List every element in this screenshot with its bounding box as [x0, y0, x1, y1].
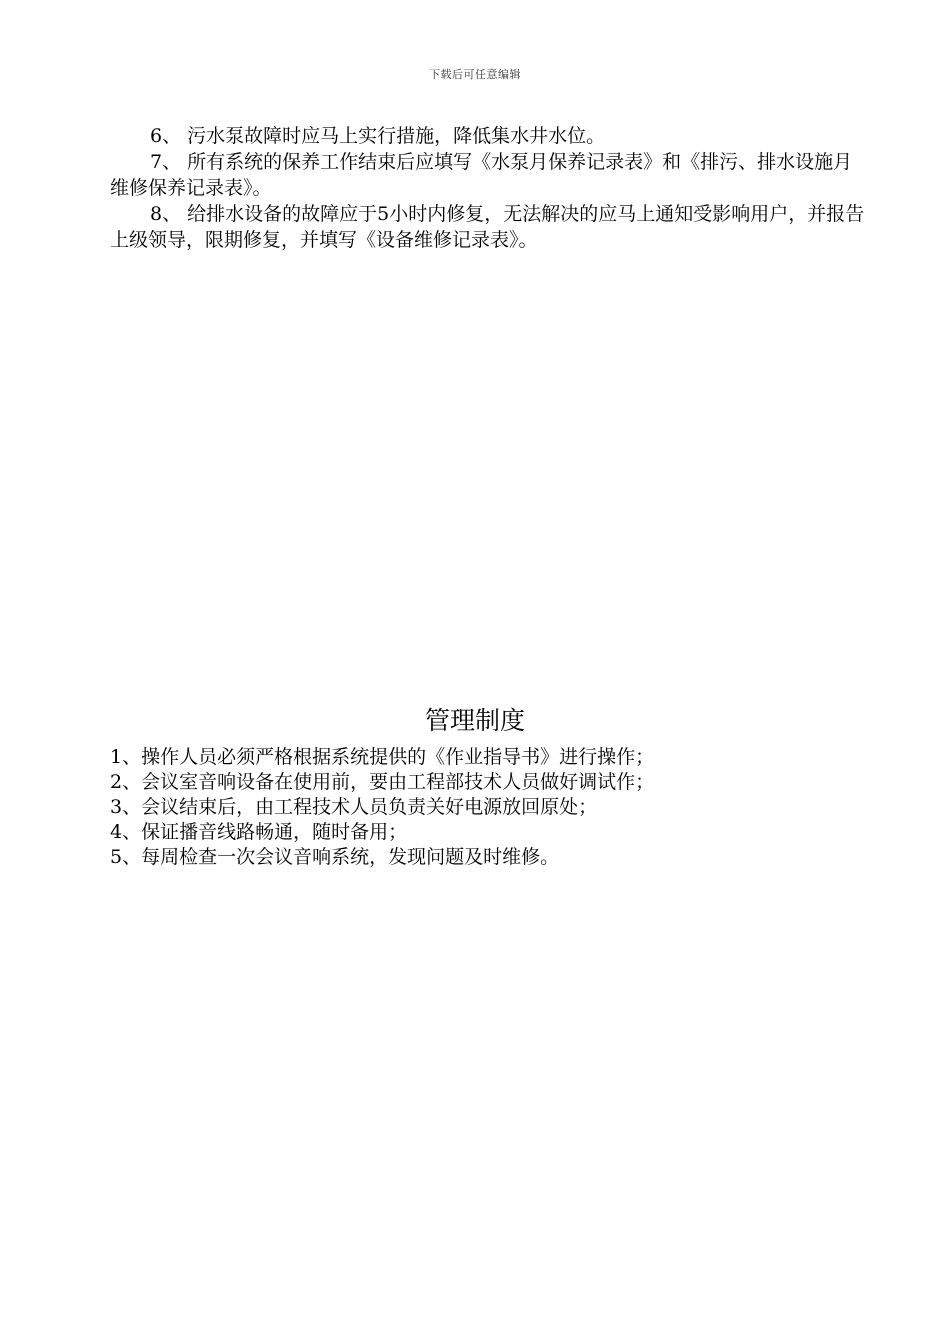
- rule-item: 5、每周检查一次会议音响系统，发现问题及时维修。: [110, 846, 560, 868]
- maintenance-item: 7、 所有系统的保养工作结束后应填写《水泵月保养记录表》和《排污、排水设施月维修保养记录表》。: [110, 151, 853, 199]
- maintenance-item: 8、 给排水设备的故障应于5小时内修复，无法解决的应马上通知受影响用户，并报告上级领导，限期修复，并填写《设备维修记录表》。: [110, 203, 865, 251]
- maintenance-section: [110, 123, 870, 253]
- rule-item: 4、保证播音线路畅通，随时备用；: [110, 821, 408, 843]
- management-rules: [110, 745, 870, 870]
- maintenance-item: 6、 污水泵故障时应马上实行措施，降低集水井水位。: [150, 125, 606, 147]
- rule-item: 1、操作人员必须严格根据系统提供的《作业指导书》进行操作；: [110, 746, 655, 768]
- rule-item: 2、会议室音响设备在使用前，要由工程部技术人员做好调试作；: [110, 771, 655, 793]
- header-note: 下载后可任意编辑: [429, 68, 521, 81]
- rule-item: 3、会议结束后，由工程技术人员负责关好电源放回原处；: [110, 796, 598, 818]
- section-title: 管理制度: [424, 706, 525, 735]
